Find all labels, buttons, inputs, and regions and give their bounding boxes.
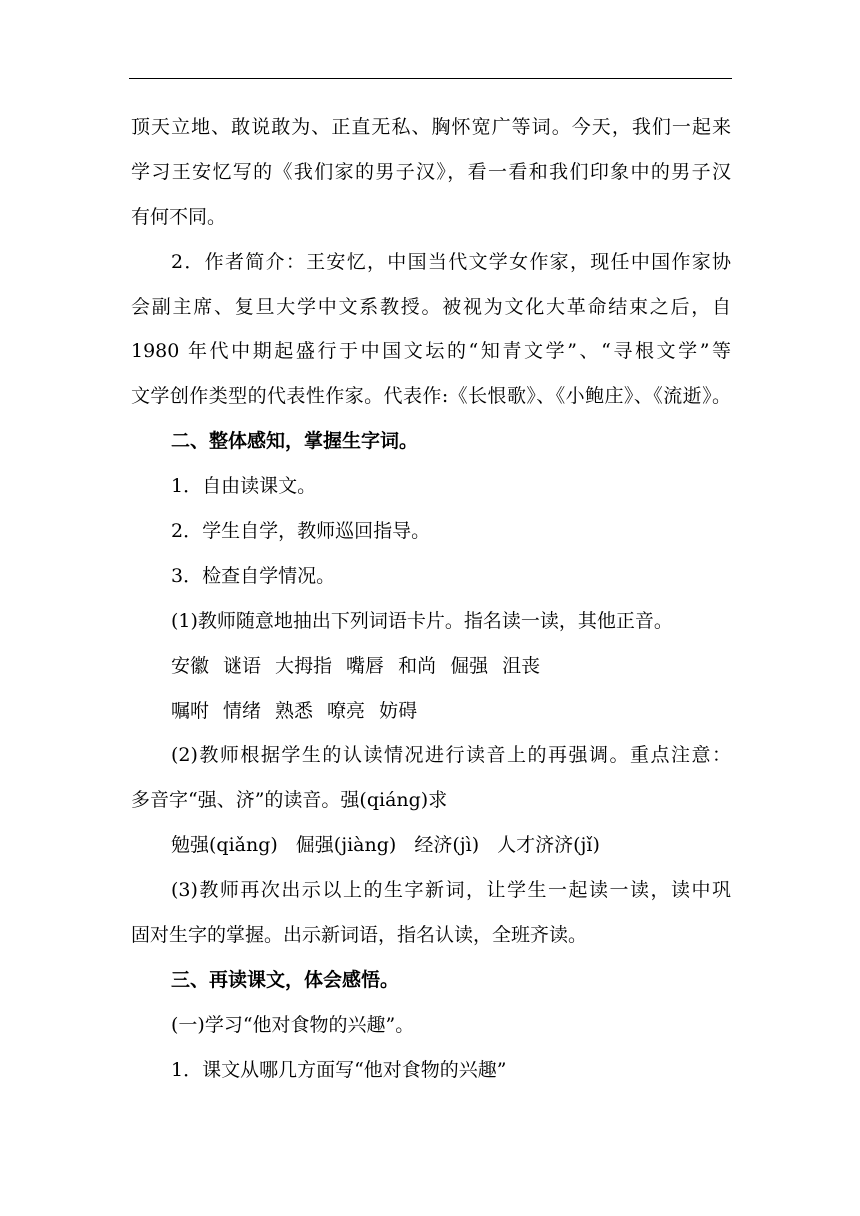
step-item: 3．检查自学情况。	[171, 564, 336, 587]
paragraph-line: 顶天立地、敢说敢为、正直无私、胸怀宽广等词。今天，我们一起来	[131, 116, 731, 138]
sub-step: (3)教师再次出示以上的生字新词，让学生一起读一读，读中巩	[171, 879, 731, 902]
vocab-row	[131, 644, 731, 689]
sub-step: (2)教师根据学生的认读情况进行读音上的再强调。重点注意：	[171, 744, 731, 767]
vocab-word: 妨碍	[379, 699, 418, 722]
author-intro-line: 会副主席、复旦大学中文系教授。被视为文化大革命结束之后，自	[131, 295, 731, 318]
sub-step: 多音字“强、济”的读音。强(qiáng)求	[131, 789, 448, 812]
vocab-row	[131, 689, 731, 734]
vocab-word: 嘱咐	[171, 699, 210, 722]
author-intro-line: 1980 年代中期起盛行于中国文坛的“知青文学”、“寻根文学”等	[131, 340, 731, 363]
document-body	[131, 105, 731, 1093]
section-heading: 三、再读课文，体会感悟。	[171, 968, 400, 991]
sub-step: 固对生字的掌握。出示新词语，指名认读，全班齐读。	[131, 924, 588, 947]
step-item: 2．学生自学，教师巡回指导。	[171, 520, 431, 543]
paragraph-line: 有何不同。	[131, 205, 227, 228]
section-heading: 二、整体感知，掌握生字词。	[171, 430, 419, 453]
question-item: 1．课文从哪几方面写“他对食物的兴趣”	[171, 1058, 507, 1081]
pronunciation-item: 人才济济(jǐ)	[497, 834, 600, 857]
pronunciation-item: 经济(jì)	[414, 834, 480, 857]
part-heading: (一)学习“他对食物的兴趣”。	[171, 1013, 415, 1036]
vocab-word: 熟悉	[275, 699, 314, 722]
pronunciation-row	[131, 823, 731, 868]
author-intro-line: 2．作者简介：王安忆，中国当代文学女作家，现任中国作家协	[171, 250, 731, 273]
vocab-word: 嘹亮	[327, 699, 366, 722]
vocab-word: 沮丧	[502, 654, 541, 677]
vocab-word: 和尚	[398, 654, 437, 677]
paragraph-line: 学习王安忆写的《我们家的男子汉》，看一看和我们印象中的男子汉	[131, 160, 731, 183]
pronunciation-item: 勉强(qiǎng)	[171, 834, 278, 857]
vocab-word: 大拇指	[275, 654, 333, 677]
vocab-word: 倔强	[450, 654, 489, 677]
vocab-word: 安徽	[171, 654, 210, 677]
vocab-word: 谜语	[223, 654, 262, 677]
pronunciation-item: 倔强(jiàng)	[295, 834, 397, 857]
author-intro-line: 文学创作类型的代表性作家。代表作:《长恨歌》、《小鲍庄》、《流逝》。	[131, 385, 731, 408]
vocab-word: 嘴唇	[346, 654, 385, 677]
vocab-word: 情绪	[223, 699, 262, 722]
header-rule	[129, 78, 732, 79]
sub-step: (1)教师随意地抽出下列词语卡片。指名读一读，其他正音。	[171, 609, 673, 632]
step-item: 1．自由读课文。	[171, 475, 317, 498]
